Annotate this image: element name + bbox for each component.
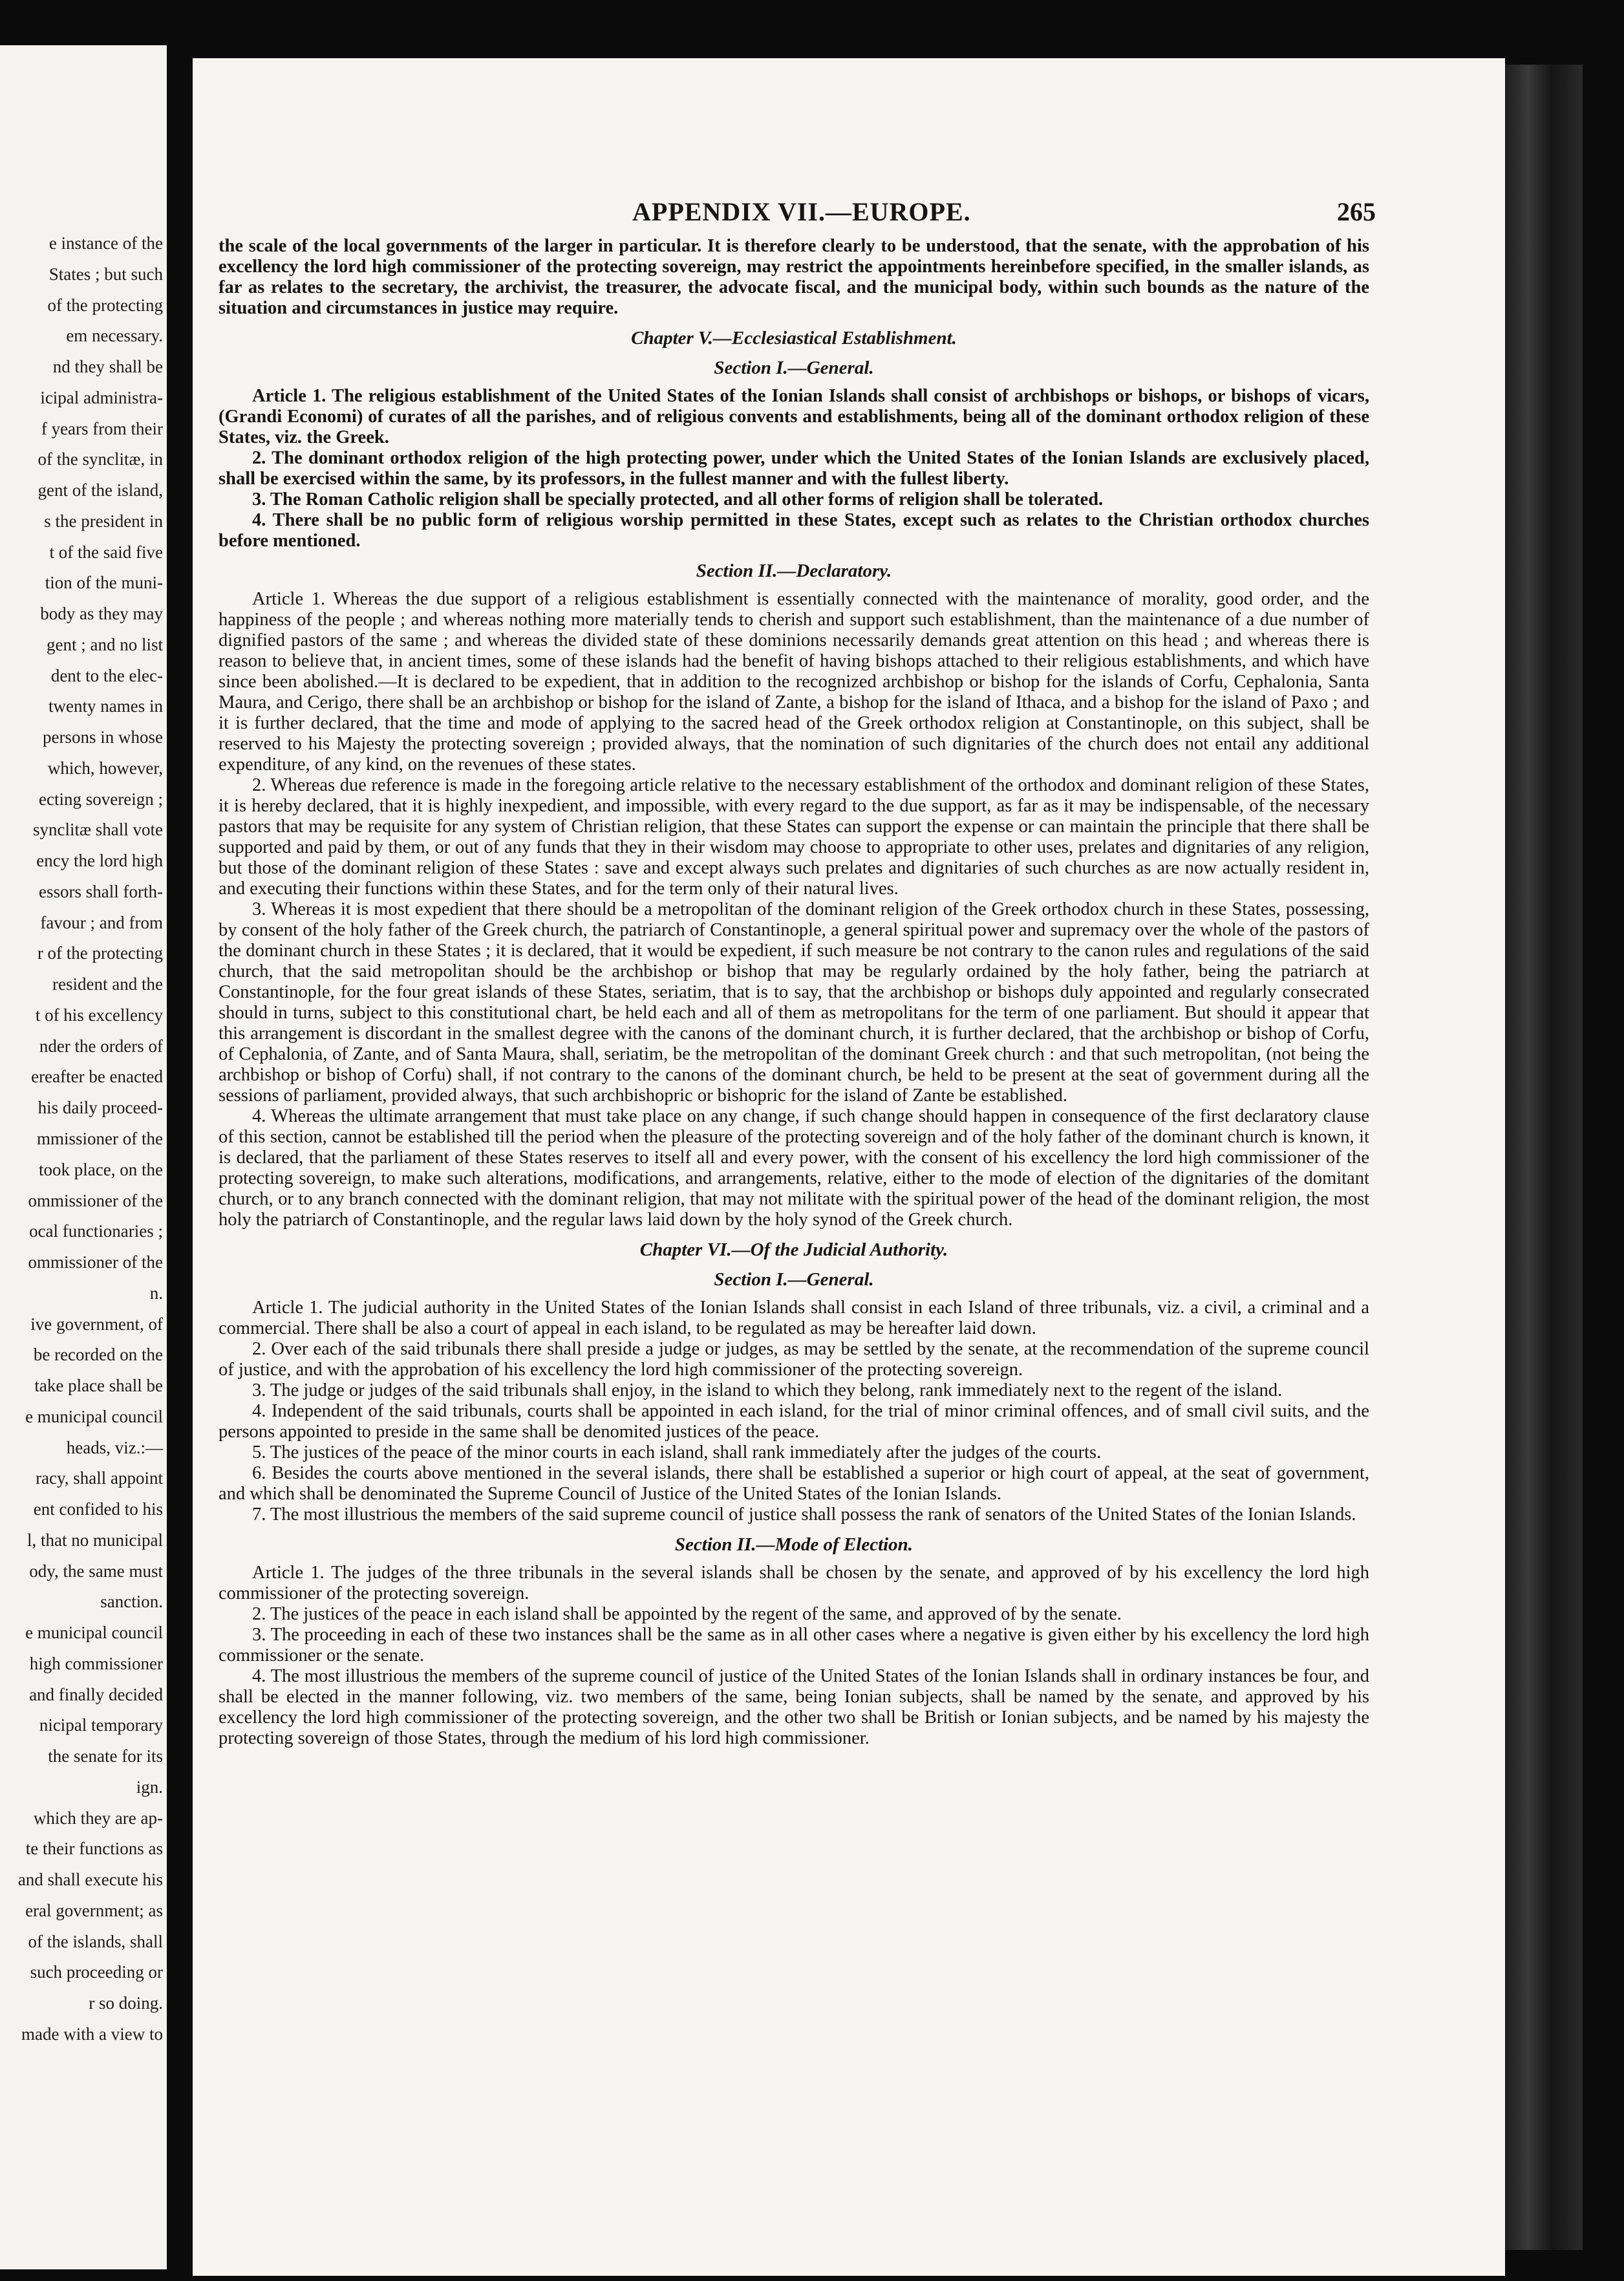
article-paragraph: 2. The dominant orthodox religion of the high protecting power, under which the United States of the Ionian Islands are exclusively placed, shall be exercised within the same, by its professors, in the fullest manner and with the fullest liberty. — [219, 448, 1369, 489]
chapter-heading: Chapter V.—Ecclesiastical Establishment. — [631, 328, 957, 348]
left-page-line: States ; but such — [48, 264, 163, 284]
left-page-line: favour ; and from — [40, 912, 163, 932]
left-page-line: and shall execute his — [17, 1870, 163, 1890]
left-page-line: synclitæ shall vote — [33, 820, 163, 840]
left-page-line: take place shall be — [34, 1376, 163, 1396]
left-page-line: e municipal council — [25, 1623, 163, 1643]
left-page-line: which they are ap- — [33, 1808, 163, 1828]
left-page-line: racy, shall appoint — [36, 1468, 163, 1488]
left-page-line: high commissioner — [29, 1653, 163, 1673]
left-page-line: t of the said five — [49, 542, 163, 562]
left-page-line: ommissioner of the — [28, 1252, 163, 1272]
left-page-line: te their functions as — [25, 1839, 163, 1859]
chapter-heading: Chapter VI.—Of the Judicial Authority. — [639, 1239, 948, 1260]
left-page-line: l, that no municipal — [27, 1530, 163, 1550]
left-page-line: s the president in — [44, 511, 163, 531]
left-page-line: t of his excellency — [35, 1005, 163, 1025]
left-page-line: eral government; as — [25, 1900, 163, 1920]
article-paragraph: 3. Whereas it is most expedient that there should be a metropolitan of the dominant religion of the Greek orthodox church in these States, possessing, by consent of the holy father of the Greek church, the patriarch of Constantinople, a general spiritual power and supremacy over the whole of the pastors of the dominant church in these States ; it is declared, that it would be expedient, if such measure be not contrary to the canon rules and regulations of the said church, that the said metropolitan should be the archbishop or bishop that may be regularly ordained by the holy father, being the patriarch at Constantinople, for the four great islands of these States, seriatim, that is to say, that the archbishop or bishops duly appointed and regularly consecrated should in turns, subject to this constitutional chart, be held each and all of them as metropolitans for the term of one parliament. But should it appear that this arrangement is discordant in the smallest degree with the canons of the dominant church, it is further declared, that the archbishop or bishop of Corfu, of Cephalonia, of Zante, and of Santa Maura, shall, seriatim, be the metropolitan of the dominant Greek church : and that such metropolitan, (not being the archbishop or bishop of Corfu) shall, if not contrary to the canons of the dominant church, be held to be present at the seat of government during all the sessions of parliament, provided always, that such archbishopric or bishopric for the island of Zante be established. — [219, 899, 1369, 1106]
left-page-line: twenty names in — [48, 696, 163, 716]
section-heading: Section II.—Declaratory. — [696, 561, 892, 581]
left-page-line: took place, on the — [39, 1159, 163, 1179]
left-page-line: ency the lord high — [36, 851, 163, 871]
left-page-line: ign. — [136, 1777, 163, 1797]
left-page-line: and finally decided — [29, 1684, 163, 1704]
article-paragraph: Article 1. The judicial authority in the United States of the Ionian Islands shall consist in each Island of three tribunals, viz. a civil, a criminal and a commercial. There shall be also a court of appeal in each island, to be regulated as may be hereafter laid down. — [219, 1298, 1369, 1338]
left-page-line: r so doing. — [89, 1993, 163, 2013]
left-page-line: of the protecting — [47, 295, 163, 315]
article-paragraph: Article 1. Whereas the due support of a religious establishment is essentially connected with the maintenance of morality, good order, and the happiness of the people ; and whereas nothing more materially tends to cherish and support such establishment, than the maintenance of a due number of dignified pastors of the same ; and whereas the divided state of these dominions necessarily demands great attention on this head ; and whereas there is reason to believe that, in ancient times, some of these islands had the benefit of having bishops attached to their religious establishments, and which have since been abolished.—It is declared to be expedient, that in addition to the recognized archbishop or bishop for the islands of Corfu, Cephalonia, Santa Maura, and Cerigo, there shall be an archbishop or bishop for the island of Zante, a bishop for the island of Ithaca, and a bishop for the island of Paxo ; and it is further declared, that the time and mode of applying to the sacred head of the Greek orthodox religion at Constantinople, on this subject, shall be reserved to his Majesty the protecting sovereign ; provided always, that the nomination of such dignitaries of the church does not entail any additional expenditure, of any kind, on the revenues of these states. — [219, 589, 1369, 775]
left-page-line: made with a view to — [21, 2024, 163, 2044]
left-page-line: f years from their — [41, 418, 163, 438]
left-page-line: n. — [149, 1283, 163, 1303]
left-page-line: be recorded on the — [33, 1345, 163, 1365]
left-page-line: ody, the same must — [29, 1561, 163, 1581]
left-page-line: nd they shall be — [52, 357, 163, 377]
body-text — [219, 236, 1369, 1749]
article-paragraph: 3. The proceeding in each of these two instances shall be the same as in all other cases where a negative is given either by his excellency the lord high commissioner or the senate. — [219, 1625, 1369, 1665]
left-page-line: such proceeding or — [30, 1962, 163, 1982]
running-title: APPENDIX VII.—EUROPE. — [632, 197, 971, 226]
article-paragraph: 5. The justices of the peace of the minor courts in each island, shall rank immediately after the judges of the courts. — [252, 1442, 1102, 1462]
article-paragraph: Article 1. The judges of the three tribunals in the several islands shall be chosen by the senate, and approved of by his excellency the lord high commissioner of the protecting sovereign. — [219, 1563, 1369, 1603]
left-page-line: body as they may — [40, 604, 163, 624]
section-heading: Section II.—Mode of Election. — [674, 1534, 914, 1555]
left-page-line: of the synclitæ, in — [37, 449, 163, 469]
left-page-line: e municipal council — [25, 1406, 163, 1426]
article-paragraph: 6. Besides the courts above mentioned in the several islands, there shall be established a superior or high court of appeal, at the seat of government, and which shall be denominated the Supreme Council of Justice of the United States of the Ionian Islands. — [219, 1463, 1369, 1504]
article-paragraph: 4. There shall be no public form of religious worship permitted in these States, except such as relates to the Christian orthodox churches before mentioned. — [219, 510, 1369, 551]
left-page-line: e instance of the — [48, 233, 163, 253]
left-page-line: of the islands, shall — [28, 1931, 163, 1951]
left-page-line: heads, viz.:— — [66, 1437, 163, 1457]
left-page-line: essors shall forth- — [39, 881, 163, 901]
section-heading: Section I.—General. — [714, 1269, 874, 1290]
article-paragraph: 7. The most illustrious the members of the said supreme council of justice shall possess the rank of senators of the United States of the Ionian Islands. — [252, 1505, 1356, 1525]
left-page-line: ocal functionaries ; — [29, 1221, 163, 1241]
left-page-line: ereafter be enacted — [31, 1067, 163, 1087]
left-page-line: which, however, — [47, 758, 163, 778]
left-page-line: ent confided to his — [33, 1499, 163, 1519]
left-page-line: gent of the island, — [37, 480, 163, 500]
left-page-line: gent ; and no list — [47, 634, 163, 654]
section-heading: Section I.—General. — [714, 358, 874, 378]
article-paragraph: 2. Over each of the said tribunals there shall preside a judge or judges, as may be settled by the senate, at the recommendation of the supreme council of justice, and with the approbation of his excellency the lord high commissioner of the protecting sovereign. — [219, 1339, 1369, 1380]
left-page-line: sanction. — [100, 1592, 163, 1612]
article-paragraph: 4. The most illustrious the members of the supreme council of justice of the United States of the Ionian Islands shall in ordinary instances be four, and shall be elected in the manner following, viz. two members of the same, being Ionian subjects, shall be named by the senate, and approved by his excellency the lord high commissioner of the protecting sovereign, and the other two shall be British or Ionian subjects, and be named by his majesty the protecting sovereign of those States, through the medium of his lord high commissioner. — [219, 1666, 1369, 1748]
page-header — [193, 197, 1505, 235]
left-page-line: mmissioner of the — [37, 1129, 163, 1148]
left-page-line: ive government, of — [30, 1314, 163, 1334]
article-paragraph: 3. The judge or judges of the said tribunals shall enjoy, in the island to which they belong, rank immediately next to the regent of the island. — [252, 1380, 1283, 1400]
left-page-line: his daily proceed- — [37, 1098, 163, 1118]
left-page-line: resident and the — [52, 974, 163, 994]
left-page-line: em necessary. — [66, 326, 163, 346]
article-paragraph: 4. Whereas the ultimate arrangement that must take place on any change, if such change should happen in consequence of the first declaratory clause of this section, cannot be established till the period when the pleasure of the protecting sovereign and of the holy father of the dominant church is known, it is declared, that the parliament of these States reserves to itself all and every power, with the consent of his excellency the lord high commissioner of the protecting sovereign, to make such alterations, modifications, and arrangements, relative, either to the mode of election of the dignitaries of the domitant church, or to any branch connected with the dominant religion, that may not militate with the spiritual power of the head of the dominant religion, the most holy the patriarch of Constantinople, and the regular laws laid down by the holy synod of the Greek church. — [219, 1106, 1369, 1230]
book-page-edge — [1505, 65, 1583, 2250]
left-page-line: the senate for its — [48, 1746, 163, 1766]
article-paragraph: 3. The Roman Catholic religion shall be specially protected, and all other forms of religion shall be tolerated. — [252, 489, 1104, 509]
left-page-line: tion of the muni- — [45, 573, 163, 593]
article-paragraph: 4. Independent of the said tribunals, courts shall be appointed in each island, for the trial of minor criminal offences, and of small civil suits, and the persons appointed to preside in the same shall be denomited justices of the peace. — [219, 1401, 1369, 1442]
article-paragraph: 2. The justices of the peace in each island shall be appointed by the regent of the same, and approved of by the senate. — [252, 1604, 1122, 1624]
left-page-line: r of the protecting — [37, 943, 163, 963]
left-facing-page — [0, 45, 167, 2269]
document-page — [193, 58, 1505, 2276]
left-page-line: persons in whose — [43, 727, 163, 747]
left-page-line: dent to the elec- — [50, 665, 163, 685]
left-page-line: nicipal temporary — [39, 1715, 163, 1735]
left-page-line: icipal administra- — [40, 387, 163, 407]
article-paragraph: Article 1. The religious establishment of the United States of the Ionian Islands shall consist of archbishops or bishops, or bishops of vicars, (Grandi Economi) of curates of all the parishes, and of religious convents and establishments, being all of the dominant orthodox religion of these States, viz. the Greek. — [219, 386, 1369, 447]
left-page-line: ecting sovereign ; — [39, 789, 163, 809]
left-page-line: nder the orders of — [39, 1036, 163, 1056]
left-page-line: ommissioner of the — [28, 1190, 163, 1210]
page-number: 265 — [1337, 197, 1376, 226]
intro-paragraph: the scale of the local governments of the larger in particular. It is therefore clearly to be understood, that the senate, with the approbation of his excellency the lord high commissioner of the protecting sovereign, may restrict the appointments hereinbefore specified, in the smaller islands, as far as relates to the secretary, the archivist, the treasurer, the advocate fiscal, and the municipal body, within such bounds as the nature of the situation and circumstances in justice may require. — [219, 236, 1369, 318]
article-paragraph: 2. Whereas due reference is made in the foregoing article relative to the necessary establishment of the orthodox and dominant religion of these States, it is hereby declared, that it is highly inexpedient, and impossible, with every regard to the due support, as far as it may be indispensable, of the necessary pastors that may be requisite for any system of Christian religion, that these States can support the expense or can maintain the principle that there shall be supported and paid by them, or out of any funds that they in their wisdom may choose to appropriate to other uses, prelates and dignitaries of any religion, but those of the dominant religion of these States : save and except always such prelates and dignitaries of such churches as are now actually resident in, and executing their functions within these States, and for the term only of their natural lives. — [219, 775, 1369, 899]
